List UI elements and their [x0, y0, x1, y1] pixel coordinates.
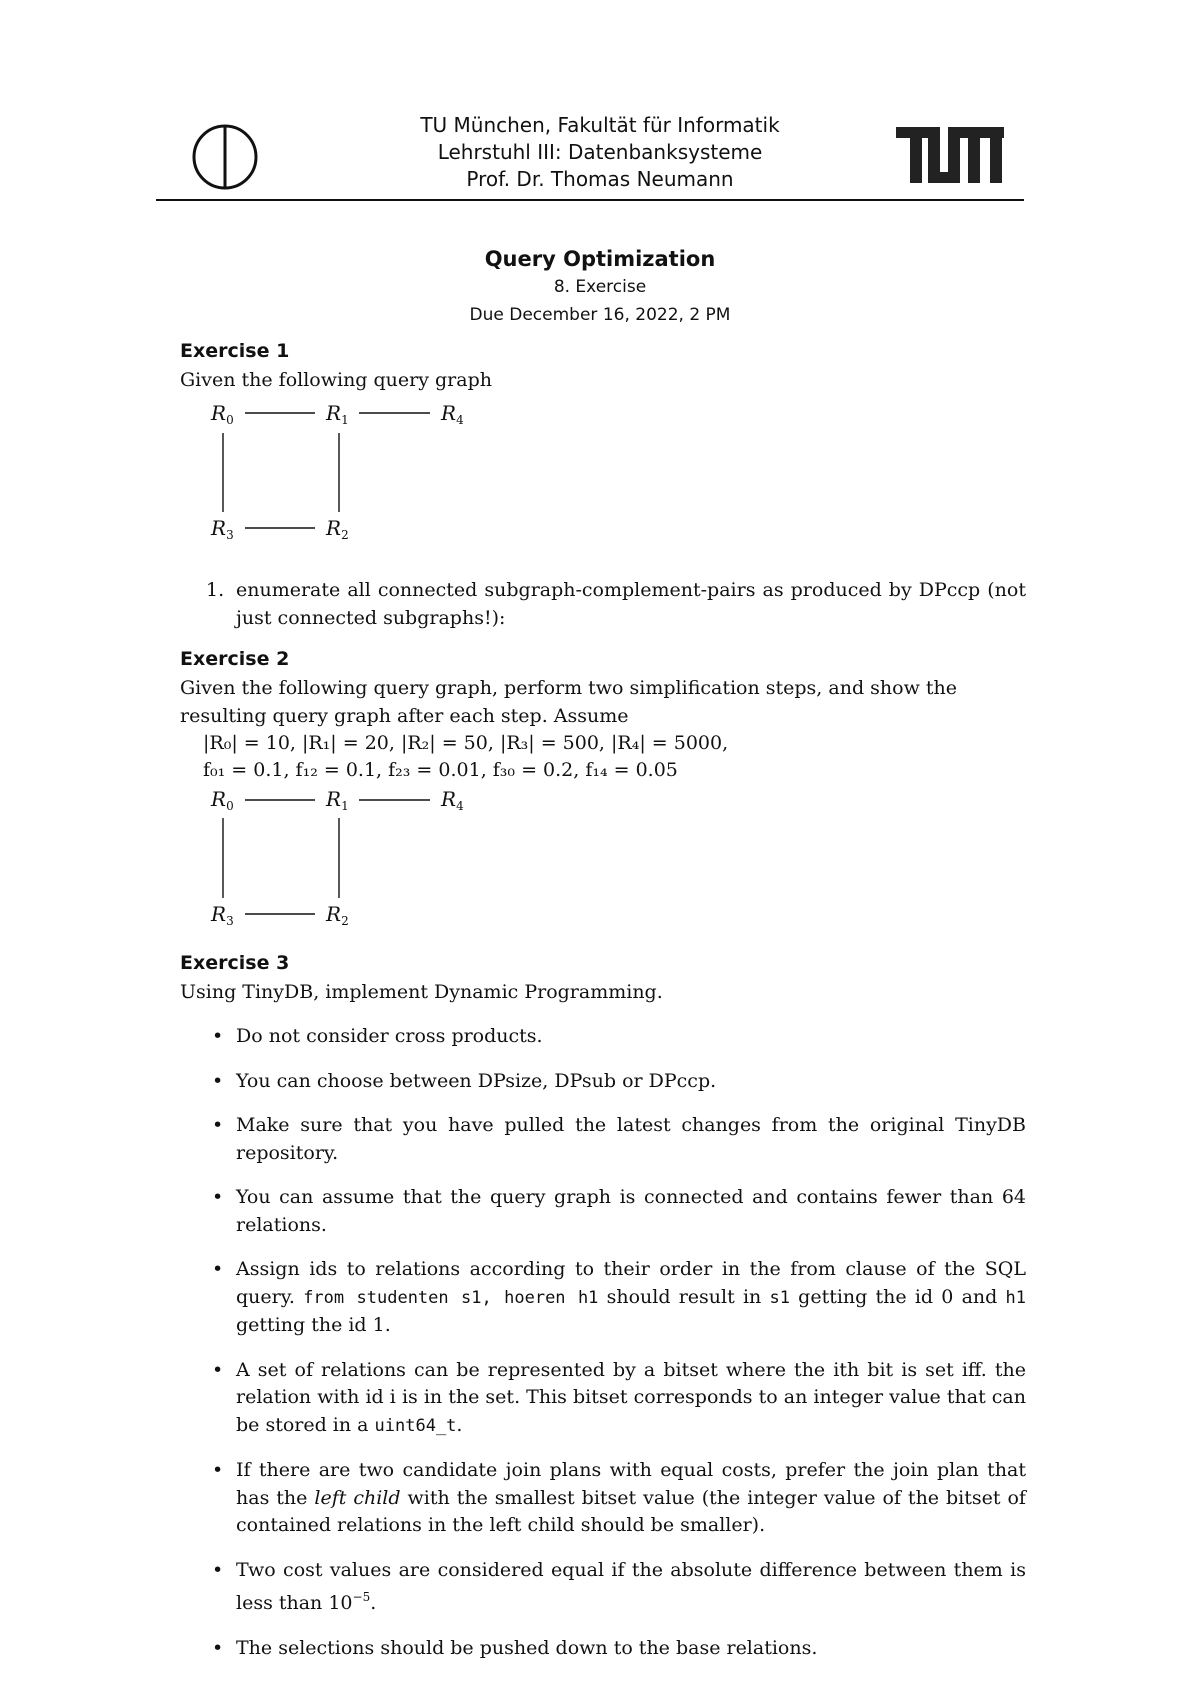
graph1-node-r2: $R_2$	[326, 516, 349, 542]
code-from-clause: from studenten s1, hoeren h1	[303, 1287, 599, 1308]
bullet-item: • You can choose between DPsize, DPsub or DPccp.	[212, 1069, 717, 1092]
graph1-node-r0: $R_0$	[211, 401, 234, 427]
bullet-item-selections: • The selections should be pushed down to the base relations.	[212, 1636, 818, 1659]
graph2-node-r4: $R_4$	[441, 787, 464, 813]
graph2-node-r2: $R_2$	[326, 902, 349, 928]
exercise1-item-number: 1.	[206, 579, 225, 601]
header-professor: Prof. Dr. Thomas Neumann	[466, 167, 734, 191]
bullet-item-tolerance: • Two cost values are considered equal if the absolute difference between them is less than $10^{-5}$.	[212, 1558, 1026, 1614]
exercise1-intro: Given the following query graph	[180, 369, 492, 391]
bullet-item: • Do not consider cross products.	[212, 1025, 543, 1047]
exercise2-selectivities: f₀₁ = 0.1, f₁₂ = 0.1, f₂₃ = 0.01, f₃₀ = 0.2, f₁₄ = 0.05	[203, 759, 678, 781]
graph1-node-r4: $R_4$	[441, 401, 464, 427]
graph1-node-r3: $R_3$	[211, 516, 234, 542]
exercise2-intro: Given the following query graph, perform two simplification steps, and show the resulting query graph after each step. Assume	[180, 677, 957, 727]
graph2-node-r0: $R_0$	[211, 787, 234, 813]
header-chair: Lehrstuhl III: Datenbanksysteme	[437, 140, 763, 164]
graph2-node-r3: $R_3$	[211, 902, 234, 928]
bullet-item-equal-costs: • If there are two candidate join plans with equal costs, prefer the join plan that has the left child with the smallest bitset value (the integer value of the bitset of contained relations in the left child should be smaller).	[212, 1459, 1026, 1536]
exercise3-intro: Using TinyDB, implement Dynamic Programming.	[180, 981, 663, 1003]
bullet-item-assign-ids: • Assign ids to relations according to their order in the from clause of the SQL query. from studenten s1, hoeren h1 should result in s1 getting the id 0 and h1 getting the id 1.	[212, 1258, 1026, 1336]
code-uint64: uint64_t	[374, 1415, 457, 1436]
due-date: Due December 16, 2022, 2 PM	[469, 305, 731, 325]
emphasis-left-child: left child	[314, 1486, 401, 1509]
exercise1-heading: Exercise 1	[180, 340, 290, 362]
exercise2-cardinalities: |R₀| = 10, |R₁| = 20, |R₂| = 50, |R₃| = 500, |R₄| = 5000,	[203, 732, 729, 754]
exercise1-item-text: enumerate all connected subgraph-complement-pairs as produced by DPccp (not just connected subgraphs!):	[236, 579, 1026, 629]
sheet-number: 8. Exercise	[553, 277, 647, 297]
code-s1: s1	[769, 1287, 790, 1308]
exercise3-bullet-list	[212, 1023, 1026, 1662]
course-title: Query Optimization	[484, 247, 716, 271]
bullet-item: • You can assume that the query graph is connected and contains fewer than 64 relations.	[212, 1186, 1026, 1236]
exercise2-heading: Exercise 2	[180, 648, 290, 670]
code-h1: h1	[1005, 1287, 1026, 1308]
graph1-node-r1: $R_1$	[326, 401, 349, 427]
header-faculty: TU München, Fakultät für Informatik	[420, 113, 780, 137]
bullet-item-bitset: • A set of relations can be represented by a bitset where the ith bit is set iff. the relation with id i is in the set. This bitset corresponds to an integer value that can be stored in a uint64_t.	[212, 1358, 1026, 1436]
bullet-item: • Make sure that you have pulled the latest changes from the original TinyDB repository.	[212, 1114, 1026, 1164]
graph2-node-r1: $R_1$	[326, 787, 349, 813]
exercise3-heading: Exercise 3	[180, 952, 290, 974]
